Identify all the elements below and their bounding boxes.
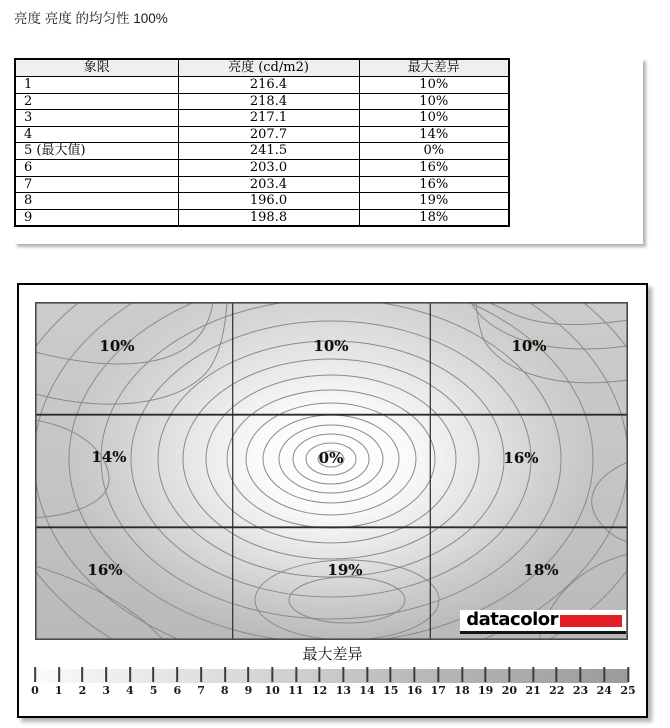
cell-max_diff: 10% — [359, 77, 509, 94]
scale-tick-mark — [603, 667, 605, 682]
cell-max_diff: 18% — [359, 209, 509, 226]
scale-tick-mark — [81, 667, 83, 682]
scale-tick — [221, 667, 229, 697]
scale-tick-mark — [556, 667, 558, 682]
scale-tick-mark — [414, 667, 416, 682]
cell-quadrant: 3 — [15, 110, 178, 127]
scale-tick-mark — [200, 667, 202, 682]
scale-tick-mark — [153, 667, 155, 682]
scale-tick — [102, 667, 110, 697]
scale-tick — [288, 667, 303, 697]
uniformity-plot-panel — [17, 283, 648, 718]
table-row — [15, 110, 509, 127]
scale-tick-mark — [580, 667, 582, 682]
cell-value-label: 16% — [87, 561, 123, 579]
scale-tick — [502, 667, 517, 697]
scale-tick-label: 13 — [335, 684, 352, 697]
cell-luminance: 203.4 — [178, 176, 359, 193]
cell-max_diff: 19% — [359, 193, 509, 210]
scale-tick-label: 6 — [173, 684, 182, 697]
scale-tick — [173, 667, 181, 697]
datacolor-logo — [460, 610, 626, 634]
table-row — [15, 93, 509, 110]
scale-tick-label: 17 — [430, 684, 446, 697]
scale-tick — [525, 667, 540, 697]
scale-tick-label: 5 — [149, 684, 158, 697]
scale-tick-mark — [532, 667, 534, 682]
scale-tick-mark — [58, 667, 60, 682]
scale-tick-label: 16 — [406, 684, 423, 697]
scale-tick-mark — [342, 667, 344, 682]
scale-tick — [597, 667, 612, 697]
scale-tick-label: 23 — [572, 684, 589, 697]
table-row — [15, 193, 509, 210]
scale-tick-label: 3 — [102, 684, 110, 697]
cell-luminance: 207.7 — [178, 126, 359, 143]
scale-tick-mark — [627, 667, 629, 682]
scale-tick-label: 15 — [383, 684, 399, 697]
page-title: 亮度 亮度 的均匀性 100% — [14, 11, 168, 26]
scale-title: 最大差异 — [302, 645, 363, 663]
datacolor-red-bar-icon — [560, 615, 622, 627]
table-row — [15, 126, 509, 143]
cell-quadrant: 9 — [15, 209, 178, 226]
scale-tick-label: 8 — [220, 684, 229, 697]
scale-tick-mark — [105, 667, 107, 682]
cell-max_diff: 16% — [359, 176, 509, 193]
scale-tick-mark — [247, 667, 249, 682]
scale-tick — [336, 667, 351, 697]
col-header-maxdiff: 最大差异 — [359, 59, 509, 77]
table-row — [15, 176, 509, 193]
datacolor-logo-text: datacolor — [466, 609, 558, 631]
scale-tick-mark — [508, 667, 510, 682]
cell-value-label: 10% — [511, 337, 547, 355]
scale-tick-label: 20 — [501, 684, 518, 697]
cell-max_diff: 0% — [359, 143, 509, 160]
cell-quadrant: 5 (最大值) — [15, 143, 178, 160]
scale-tick-mark — [319, 667, 321, 682]
scale-tick-label: 18 — [454, 684, 470, 697]
scale-tick — [478, 667, 493, 697]
scale-tick-mark — [271, 667, 273, 682]
cell-quadrant: 1 — [15, 77, 178, 94]
cell-value-label: 18% — [523, 561, 559, 579]
scale-tick-label: 22 — [549, 684, 565, 697]
scale-tick-label: 14 — [359, 684, 375, 697]
scale-tick — [407, 667, 422, 697]
scale-tick — [245, 667, 253, 697]
scale-tick-mark — [485, 667, 487, 682]
cell-value-label: 10% — [313, 337, 349, 355]
scale-tick-mark — [437, 667, 439, 682]
table-row — [15, 143, 509, 160]
col-header-luminance: 亮度 (cd/m2) — [178, 59, 359, 77]
cell-max_diff: 16% — [359, 159, 509, 176]
cell-luminance: 217.1 — [178, 110, 359, 127]
scale-tick-mark — [461, 667, 463, 682]
cell-luminance: 203.0 — [178, 159, 359, 176]
table-row — [15, 77, 509, 94]
cell-value-label: 19% — [327, 561, 363, 579]
scale-tick-label: 11 — [288, 684, 304, 697]
cell-quadrant: 2 — [15, 93, 178, 110]
cell-quadrant: 8 — [15, 193, 178, 210]
scale-tick-label: 0 — [31, 684, 39, 697]
cell-quadrant: 6 — [15, 159, 178, 176]
scale-tick — [79, 667, 87, 697]
scale-tick-label: 9 — [244, 684, 253, 697]
scale-tick — [150, 667, 158, 697]
cell-luminance: 196.0 — [178, 193, 359, 210]
uniformity-table — [14, 58, 510, 227]
scale-tick — [312, 667, 327, 697]
scale-tick — [359, 667, 374, 697]
scale-tick-mark — [34, 667, 36, 682]
scale-tick-label: 7 — [197, 684, 205, 697]
scale-tick-label: 4 — [126, 684, 134, 697]
scale-tick — [573, 667, 588, 697]
scale-tick-label: 1 — [54, 684, 63, 697]
scale-tick-mark — [129, 667, 131, 682]
scale-tick — [549, 667, 564, 697]
cell-max_diff: 14% — [359, 126, 509, 143]
col-header-quadrant: 象限 — [15, 59, 178, 77]
scale-tick — [197, 667, 205, 697]
scale-tick-mark — [295, 667, 297, 682]
cell-max_diff: 10% — [359, 93, 509, 110]
cell-luminance: 218.4 — [178, 93, 359, 110]
scale-tick — [431, 667, 446, 697]
scale-ticks — [31, 667, 636, 701]
contour-area — [35, 302, 628, 640]
scale-tick-label: 2 — [78, 684, 87, 697]
scale-tick-label: 21 — [525, 684, 541, 697]
cell-value-label: 10% — [99, 337, 135, 355]
cell-quadrant: 4 — [15, 126, 178, 143]
cell-value-label: 16% — [503, 449, 539, 467]
scale-tick — [620, 667, 635, 697]
cell-value-label: 0% — [318, 449, 344, 467]
scale-tick-mark — [176, 667, 178, 682]
table-body — [15, 77, 509, 227]
scale-tick-label: 10 — [264, 684, 280, 697]
cell-luminance: 241.5 — [178, 143, 359, 160]
scale-tick — [126, 667, 134, 697]
scale-tick — [383, 667, 398, 697]
scale-tick — [265, 667, 280, 697]
scale-tick-mark — [390, 667, 392, 682]
cell-value-label: 14% — [91, 448, 127, 466]
scale-tick — [55, 667, 63, 697]
cell-luminance: 198.8 — [178, 209, 359, 226]
table-header-row — [15, 59, 509, 77]
cell-quadrant: 7 — [15, 176, 178, 193]
uniformity-table-panel — [14, 58, 643, 244]
scale-tick-label: 24 — [596, 684, 612, 697]
cell-max_diff: 10% — [359, 110, 509, 127]
scale-tick-mark — [366, 667, 368, 682]
scale-tick — [454, 667, 469, 697]
cell-luminance: 216.4 — [178, 77, 359, 94]
scale-tick-mark — [224, 667, 226, 682]
scale-tick-label: 12 — [311, 684, 328, 697]
scale-tick-label: 25 — [620, 684, 636, 697]
scale-tick — [31, 667, 39, 697]
table-row — [15, 209, 509, 226]
scale-tick-label: 19 — [478, 684, 494, 697]
table-row — [15, 159, 509, 176]
